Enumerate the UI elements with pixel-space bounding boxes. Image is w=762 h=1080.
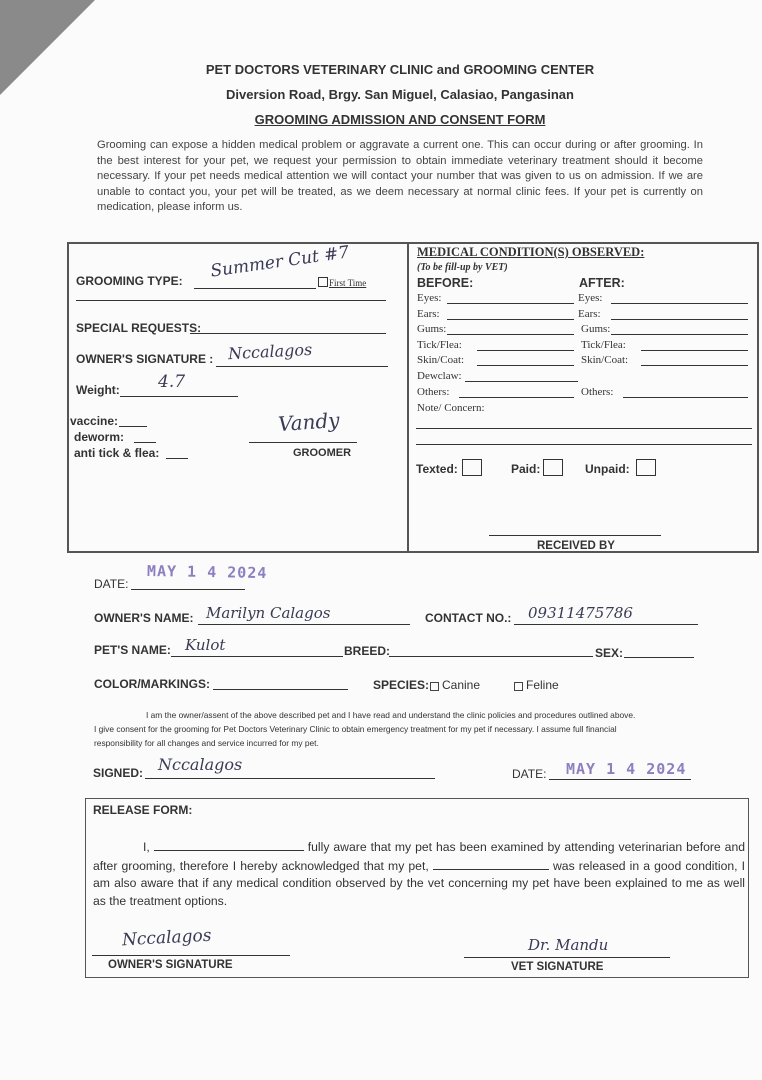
feline-checkbox[interactable] bbox=[514, 682, 523, 691]
box-divider bbox=[407, 242, 409, 553]
before-row-line[interactable] bbox=[465, 381, 578, 382]
release-vet-label: VET SIGNATURE bbox=[511, 961, 604, 973]
signed-line bbox=[145, 778, 435, 779]
grooming-type-line bbox=[194, 288, 316, 289]
color-label: COLOR/MARKINGS: bbox=[94, 677, 210, 691]
after-row-label: Others: bbox=[581, 386, 614, 398]
weight-label: Weight: bbox=[76, 383, 120, 397]
owner-signature-value[interactable]: Nccalagos bbox=[227, 339, 313, 364]
consent-date-line bbox=[549, 779, 691, 780]
owner-name-label: OWNER'S NAME: bbox=[94, 611, 194, 625]
grooming-extra-line bbox=[76, 300, 386, 301]
before-row-label: Tick/Flea: bbox=[417, 339, 462, 351]
date-label: DATE: bbox=[94, 577, 129, 591]
canine-checkbox[interactable] bbox=[430, 682, 439, 691]
after-row-line[interactable] bbox=[611, 319, 748, 320]
paid-label: Paid: bbox=[511, 462, 541, 476]
signed-label: SIGNED: bbox=[93, 766, 144, 780]
contact-value[interactable]: 09311475786 bbox=[528, 604, 633, 622]
pet-name-line bbox=[171, 656, 343, 657]
pet-name-label: PET'S NAME: bbox=[94, 643, 171, 657]
feline-label: Feline bbox=[526, 678, 559, 692]
intro-paragraph: Grooming can expose a hidden medical problem or aggravate a current one. This can occur during or after grooming. In the best interest for your pet, we request your permission to obtain immediate veterinary treatment should it become necessary. If your pet needs medical attention we will contact your number that was given to us on admission. If we are unable to contact you, your pet will be treated, as we deem necessary at normal clinic fees. If your pet is currently on medication, please inform us. bbox=[97, 139, 703, 214]
first-time-label: First Time bbox=[329, 278, 367, 288]
release-owner-label: OWNER'S SIGNATURE bbox=[108, 959, 233, 971]
first-time-checkbox[interactable] bbox=[318, 277, 328, 287]
contact-label: CONTACT NO.: bbox=[425, 611, 512, 625]
special-requests-line[interactable] bbox=[190, 333, 386, 334]
medical-title: MEDICAL CONDITION(S) OBSERVED: bbox=[417, 245, 645, 259]
species-label: SPECIES: bbox=[373, 678, 430, 692]
grooming-type-value[interactable]: Summer Cut #7 bbox=[209, 242, 351, 282]
vaccine-label: vaccine: bbox=[70, 414, 119, 428]
before-label: BEFORE: bbox=[417, 276, 474, 290]
consent-line-3: responsibility for all changes and service incurred for my pet. bbox=[94, 738, 319, 748]
after-label: AFTER: bbox=[579, 276, 625, 290]
anti-tick-label: anti tick & flea: bbox=[74, 446, 160, 460]
after-row-line[interactable] bbox=[611, 334, 748, 335]
canine-label: Canine bbox=[442, 678, 481, 692]
before-row-label: Dewclaw: bbox=[417, 370, 462, 382]
clinic-address: Diversion Road, Brgy. San Miguel, Calasiao, Pangasinan bbox=[226, 87, 574, 102]
before-row-line[interactable] bbox=[459, 397, 574, 398]
before-row-line[interactable] bbox=[447, 334, 574, 335]
after-row-label: Skin/Coat: bbox=[581, 354, 629, 366]
breed-label: BREED: bbox=[344, 644, 391, 658]
sex-line[interactable] bbox=[624, 657, 694, 658]
after-row-line[interactable] bbox=[641, 365, 748, 366]
received-by-label: RECEIVED BY bbox=[537, 540, 615, 552]
after-row-label: Gums: bbox=[581, 323, 611, 335]
before-row-label: Gums: bbox=[417, 323, 447, 335]
release-owner-signature[interactable]: Nccalagos bbox=[121, 925, 212, 951]
medical-subtitle: (To be fill-up by VET) bbox=[417, 262, 508, 273]
unpaid-label: Unpaid: bbox=[585, 462, 630, 476]
note-line-1[interactable] bbox=[416, 428, 752, 429]
owner-name-value[interactable]: Marilyn Calagos bbox=[206, 604, 331, 622]
form-title: GROOMING ADMISSION AND CONSENT FORM bbox=[254, 112, 546, 127]
release-title: RELEASE FORM: bbox=[93, 803, 193, 817]
groomer-label: GROOMER bbox=[293, 447, 352, 459]
deworm-line[interactable] bbox=[134, 442, 156, 443]
before-row-line[interactable] bbox=[447, 319, 574, 320]
anti-tick-line[interactable] bbox=[166, 458, 188, 459]
release-paragraph bbox=[93, 838, 745, 910]
release-text-mid: fully aware that my pet has been examined by attending veterinarian before and after grooming, therefore I hereby acknowledged that my pet, bbox=[93, 840, 746, 873]
before-row-label: Others: bbox=[417, 386, 450, 398]
after-row-label: Eyes: bbox=[578, 292, 603, 304]
weight-line bbox=[120, 396, 238, 397]
paid-checkbox[interactable] bbox=[543, 459, 563, 476]
groomer-signature[interactable]: Vandy bbox=[277, 407, 341, 437]
release-vet-line bbox=[464, 957, 670, 958]
sex-label: SEX: bbox=[595, 646, 624, 660]
consent-date-stamp: MAY 1 4 2024 bbox=[566, 760, 687, 778]
owner-name-line bbox=[198, 624, 410, 625]
before-row-label: Ears: bbox=[417, 308, 440, 320]
groomer-line bbox=[249, 442, 357, 443]
owner-signature-line bbox=[216, 366, 388, 367]
release-text-end: was released in a good condition, I am also aware that if any medical condition observed by the vet concerning my pet have been explained to me as well as the treatment options. bbox=[93, 858, 746, 908]
contact-line bbox=[514, 624, 698, 625]
date-line bbox=[131, 589, 245, 590]
release-text-start: I, bbox=[143, 840, 150, 854]
after-row-line[interactable] bbox=[641, 350, 748, 351]
pet-name-value[interactable]: Kulot bbox=[185, 636, 226, 654]
page-corner-fold bbox=[0, 0, 95, 95]
consent-line-2: I give consent for the grooming for Pet Doctors Veterinary Clinic to obtain emergency treatment for my pet if necessary. I assume full financial bbox=[94, 724, 617, 734]
release-vet-signature[interactable]: Dr. Mandu bbox=[528, 936, 609, 954]
release-pet-blank[interactable] bbox=[433, 857, 549, 870]
texted-checkbox[interactable] bbox=[462, 459, 482, 476]
before-row-label: Eyes: bbox=[417, 292, 442, 304]
before-row-line[interactable] bbox=[447, 303, 574, 304]
release-owner-blank[interactable] bbox=[154, 838, 304, 851]
after-row-label: Ears: bbox=[578, 308, 601, 320]
owner-signature-label: OWNER'S SIGNATURE : bbox=[76, 352, 214, 366]
color-line[interactable] bbox=[213, 689, 348, 690]
date-stamp: MAY 1 4 2024 bbox=[146, 561, 268, 583]
deworm-label: deworm: bbox=[74, 430, 125, 444]
after-row-line[interactable] bbox=[623, 397, 748, 398]
unpaid-checkbox[interactable] bbox=[636, 459, 656, 476]
before-row-line[interactable] bbox=[477, 350, 574, 351]
consent-line-1: I am the owner/assent of the above described pet and I have read and understand the clinic policies and procedures outlined above. bbox=[146, 710, 636, 720]
grooming-type-label: GROOMING TYPE: bbox=[76, 274, 183, 288]
weight-value[interactable]: 4.7 bbox=[158, 372, 186, 392]
after-row-line[interactable] bbox=[611, 303, 748, 304]
texted-label: Texted: bbox=[416, 462, 458, 476]
before-row-line[interactable] bbox=[477, 365, 574, 366]
after-row-label: Tick/Flea: bbox=[581, 339, 626, 351]
consent-date-label: DATE: bbox=[512, 767, 547, 781]
clinic-name: PET DOCTORS VETERINARY CLINIC and GROOMING CENTER bbox=[205, 62, 595, 77]
breed-line[interactable] bbox=[389, 656, 593, 657]
received-by-line[interactable] bbox=[489, 535, 661, 536]
note-label: Note/ Concern: bbox=[417, 402, 485, 414]
before-row-label: Skin/Coat: bbox=[417, 354, 465, 366]
signed-value[interactable]: Nccalagos bbox=[158, 755, 243, 774]
special-requests-label: SPECIAL REQUESTS: bbox=[76, 321, 202, 335]
note-line-2[interactable] bbox=[416, 444, 752, 445]
vaccine-line[interactable] bbox=[119, 426, 147, 427]
release-owner-line bbox=[92, 955, 290, 956]
